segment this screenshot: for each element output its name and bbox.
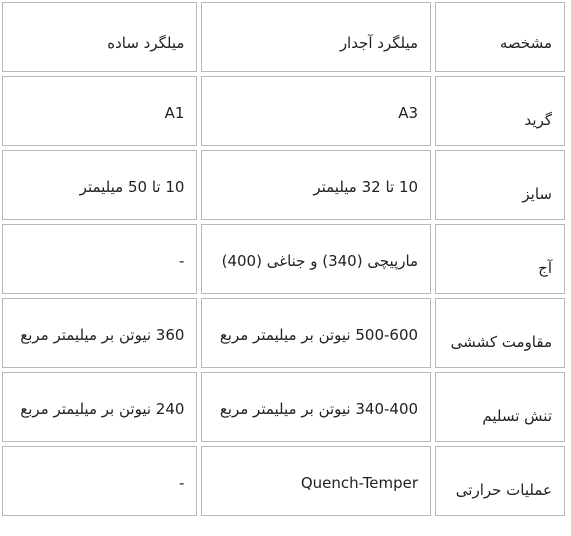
row-heat-property: عملیات حرارتی xyxy=(455,481,552,499)
row-tensile-plain: 360 نیوتن بر میلیمتر مربع xyxy=(20,326,185,344)
row-size-plain-cell xyxy=(2,150,197,220)
row-tensile-plain-cell xyxy=(2,298,197,368)
row-tensile-rebar-cell xyxy=(201,298,431,368)
row-yield-plain-cell xyxy=(2,372,197,442)
table-row-heat-treatment xyxy=(2,446,565,516)
row-grade-plain-cell xyxy=(2,76,197,146)
table-row-yield-stress xyxy=(2,372,565,442)
row-rib-property: آج xyxy=(538,259,552,277)
row-grade-plain: A1 xyxy=(164,104,185,122)
row-yield-plain: 240 نیوتن بر میلیمتر مربع xyxy=(20,400,185,418)
row-yield-rebar-cell xyxy=(201,372,431,442)
row-grade-rebar-cell xyxy=(201,76,431,146)
table-row-rib xyxy=(2,224,565,294)
row-tensile-property-cell xyxy=(435,298,565,368)
row-yield-property-cell xyxy=(435,372,565,442)
row-heat-rebar: Quench-Temper xyxy=(300,474,419,492)
row-size-property-cell xyxy=(435,150,565,220)
row-size-property: سایز xyxy=(522,185,552,203)
header-rebar-label: میلگرد آجدار xyxy=(339,34,419,52)
row-rib-property-cell xyxy=(435,224,565,294)
row-size-rebar: 10 تا 32 میلیمتر xyxy=(313,178,419,196)
row-grade-property: گرید xyxy=(524,111,552,129)
row-tensile-property: مقاومت کششی xyxy=(450,333,552,351)
row-rib-plain: - xyxy=(179,252,185,270)
table-header-row xyxy=(2,2,565,72)
table-row-size xyxy=(2,150,565,220)
row-heat-rebar-cell xyxy=(201,446,431,516)
row-rib-rebar: مارپیچی (340) و جناغی (400) xyxy=(221,252,419,270)
header-cell-property xyxy=(435,2,565,72)
row-rib-rebar-cell xyxy=(201,224,431,294)
header-cell-plain xyxy=(2,2,197,72)
row-size-plain: 10 تا 50 میلیمتر xyxy=(79,178,185,196)
row-grade-rebar: A3 xyxy=(398,104,419,122)
row-heat-property-cell xyxy=(435,446,565,516)
row-yield-rebar: 340-400 نیوتن بر میلیمتر مربع xyxy=(219,400,419,418)
header-plain-label: میلگرد ساده xyxy=(107,34,185,52)
header-property-label: مشخصه xyxy=(499,34,552,52)
table-row-tensile-strength xyxy=(2,298,565,368)
row-grade-property-cell xyxy=(435,76,565,146)
row-tensile-rebar: 500-600 نیوتن بر میلیمتر مربع xyxy=(219,326,419,344)
header-cell-rebar xyxy=(201,2,431,72)
row-heat-plain: - xyxy=(179,474,185,492)
row-size-rebar-cell xyxy=(201,150,431,220)
row-heat-plain-cell xyxy=(2,446,197,516)
row-yield-property: تنش تسلیم xyxy=(482,407,552,425)
table-row-grade xyxy=(2,76,565,146)
row-rib-plain-cell xyxy=(2,224,197,294)
